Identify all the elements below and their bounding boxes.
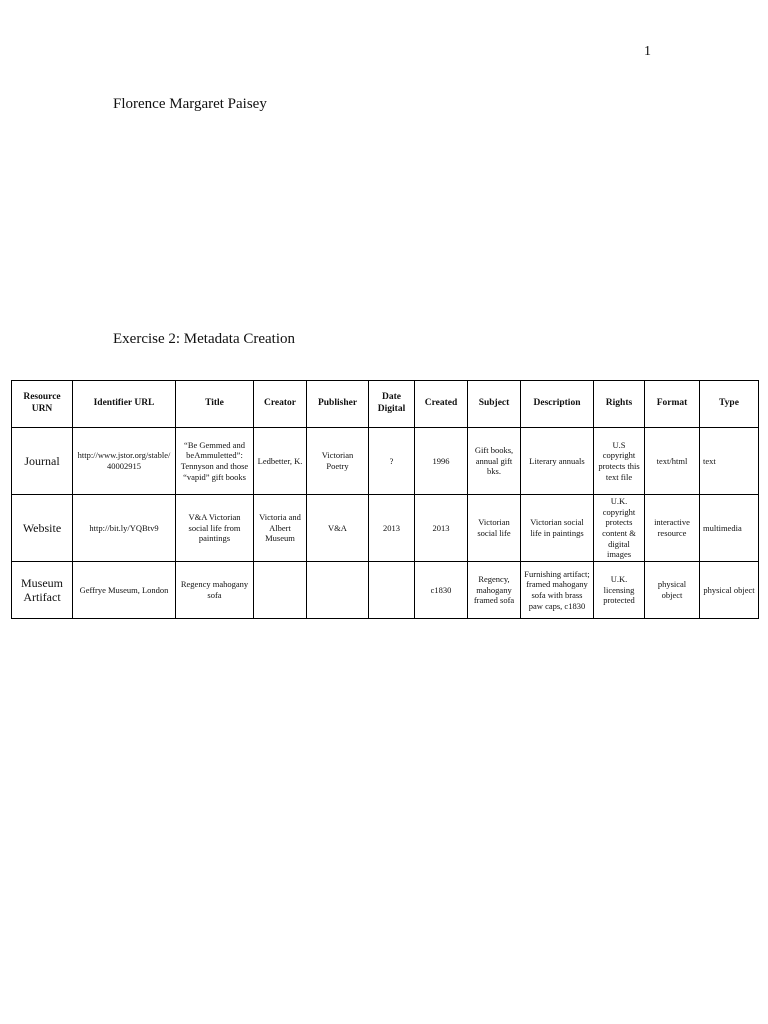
cell-subject: Gift books, annual gift bks. <box>468 428 521 495</box>
header-created: Created <box>415 381 468 428</box>
header-rights: Rights <box>594 381 645 428</box>
cell-date-digital: ? <box>369 428 415 495</box>
table-row <box>12 562 759 619</box>
metadata-table <box>11 380 759 619</box>
header-publisher: Publisher <box>307 381 369 428</box>
cell-identifier: http://bit.ly/YQBtv9 <box>73 495 176 562</box>
header-creator: Creator <box>254 381 307 428</box>
cell-identifier: http://www.jstor.org/stable/40002915 <box>73 428 176 495</box>
cell-date-digital: 2013 <box>369 495 415 562</box>
cell-description: Furnishing artifact; framed mahogany sofa with brass paw caps, c1830 <box>521 562 594 619</box>
header-format: Format <box>645 381 700 428</box>
header-identifier-url: Identifier URL <box>73 381 176 428</box>
author-name: Florence Margaret Paisey <box>113 96 267 112</box>
cell-rights: U.K. copyright protects content & digital images <box>594 495 645 562</box>
header-resource-urn: Resource URN <box>12 381 73 428</box>
cell-title: Regency mahogany sofa <box>176 562 254 619</box>
header-type: Type <box>700 381 759 428</box>
cell-format: interactive resource <box>645 495 700 562</box>
cell-format: physical object <box>645 562 700 619</box>
cell-created: 1996 <box>415 428 468 495</box>
cell-creator: Ledbetter, K. <box>254 428 307 495</box>
cell-publisher: Victorian Poetry <box>307 428 369 495</box>
cell-identifier: Geffrye Museum, London <box>73 562 176 619</box>
cell-type: physical object <box>700 562 759 619</box>
cell-type: multimedia <box>700 495 759 562</box>
cell-created: c1830 <box>415 562 468 619</box>
exercise-title: Exercise 2: Metadata Creation <box>113 331 296 347</box>
header-date-digital: Date Digital <box>369 381 415 428</box>
cell-publisher: V&A <box>307 495 369 562</box>
cell-resource: Museum Artifact <box>12 562 73 619</box>
table-header-row <box>12 381 759 428</box>
header-subject: Subject <box>468 381 521 428</box>
cell-type: text <box>700 428 759 495</box>
cell-date-digital <box>369 562 415 619</box>
table-row <box>12 428 759 495</box>
cell-subject: Regency, mahogany framed sofa <box>468 562 521 619</box>
page-number: 1 <box>644 44 651 59</box>
header-description: Description <box>521 381 594 428</box>
cell-publisher <box>307 562 369 619</box>
cell-title: V&A Victorian social life from paintings <box>176 495 254 562</box>
cell-creator <box>254 562 307 619</box>
cell-rights: U.S copyright protects this text file <box>594 428 645 495</box>
cell-resource: Website <box>12 495 73 562</box>
table-row <box>12 495 759 562</box>
cell-description: Victorian social life in paintings <box>521 495 594 562</box>
cell-subject: Victorian social life <box>468 495 521 562</box>
cell-creator: Victoria and Albert Museum <box>254 495 307 562</box>
cell-format: text/html <box>645 428 700 495</box>
cell-rights: U.K. licensing protected <box>594 562 645 619</box>
cell-created: 2013 <box>415 495 468 562</box>
cell-title: “Be Gemmed and beAmmuletted”: Tennyson and those “vapid” gift books <box>176 428 254 495</box>
cell-description: Literary annuals <box>521 428 594 495</box>
header-title: Title <box>176 381 254 428</box>
cell-resource: Journal <box>12 428 73 495</box>
